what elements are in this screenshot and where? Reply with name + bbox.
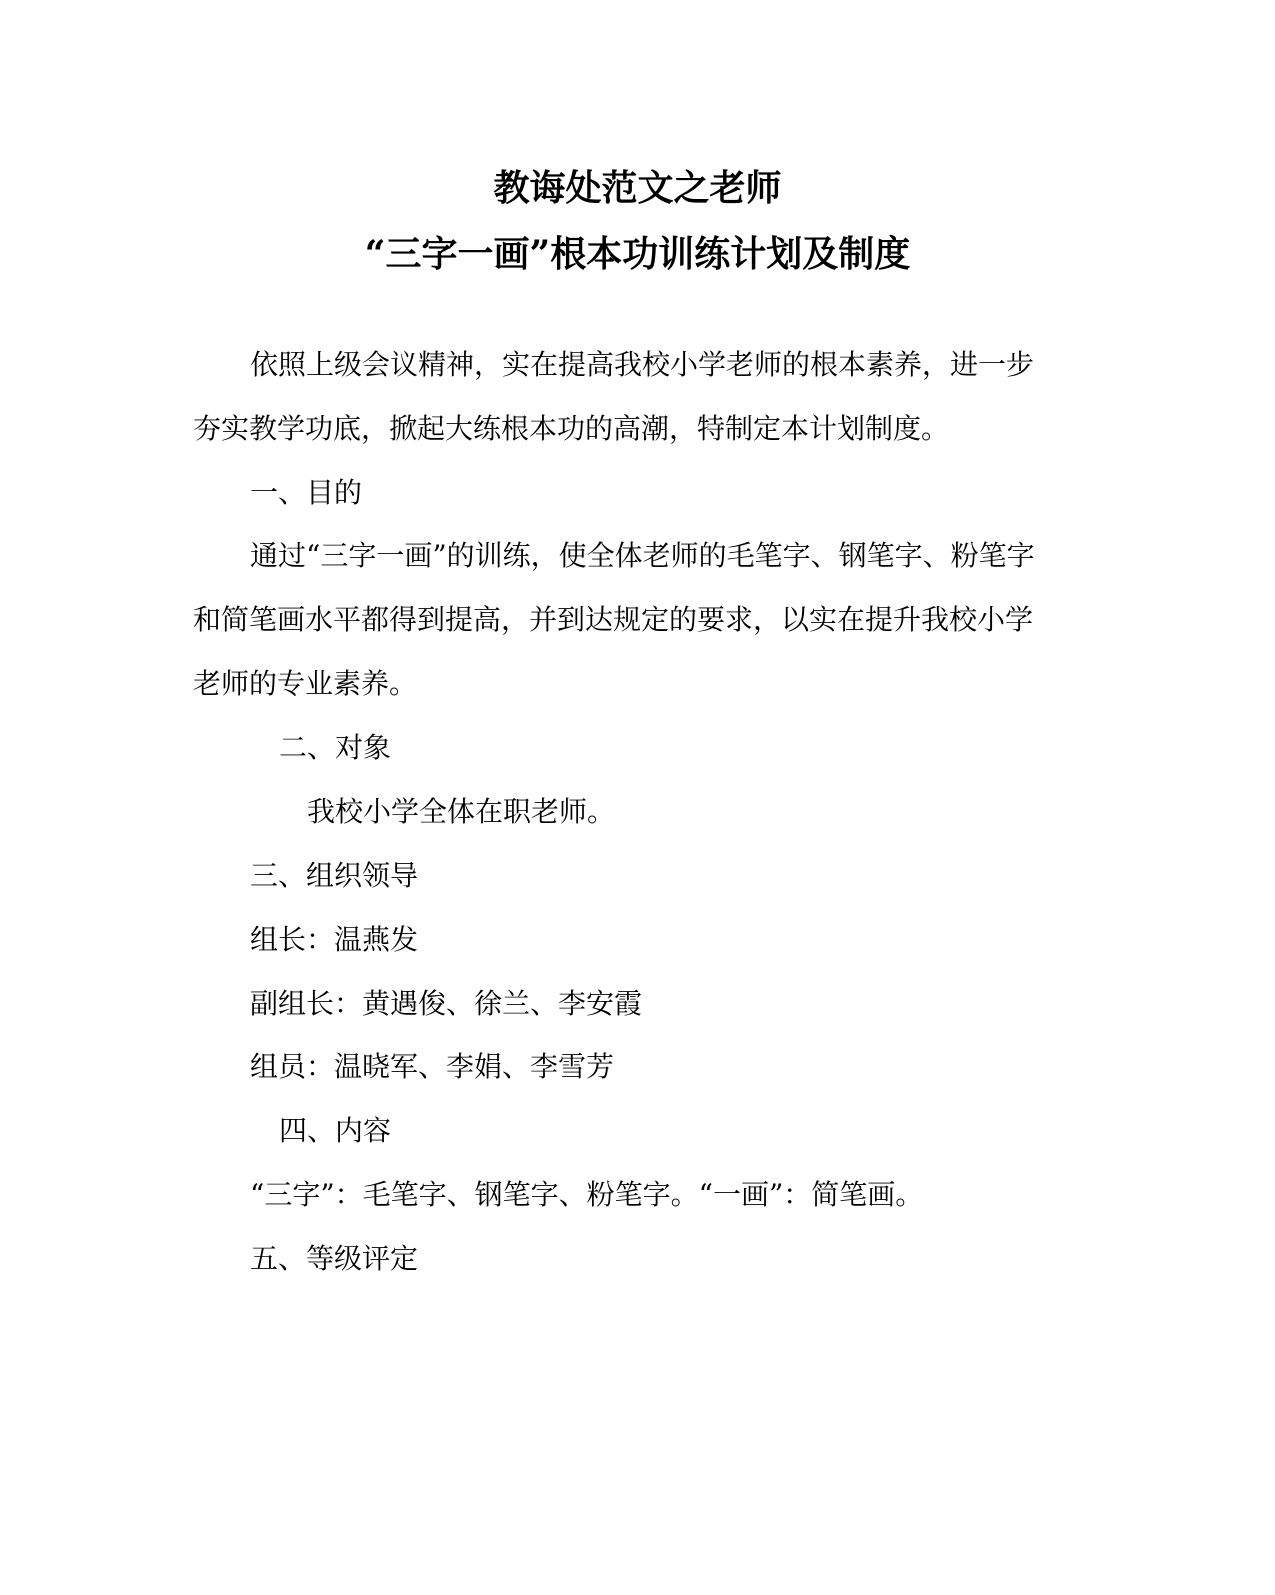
section-heading-grading: 五、等级评定 [250, 1242, 419, 1275]
organization-deputy: 副组长：黄遇俊、徐兰、李安霞 [250, 987, 643, 1020]
intro-paragraph-line1: 依照上级会议精神，实在提高我校小学老师的根本素养，进一步 [250, 348, 1035, 381]
section-heading-target: 二、对象 [279, 731, 392, 764]
purpose-paragraph-line1: 通过“三字一画”的训练，使全体老师的毛笔字、钢笔字、粉笔字 [250, 539, 1035, 572]
document-title-line1: 教诲处范文之老师 [493, 167, 782, 209]
organization-leader: 组长：温燕发 [250, 923, 419, 956]
intro-paragraph-line2: 夯实教学功底，掀起大练根本功的高潮，特制定本计划制度。 [193, 412, 950, 445]
section-heading-organization: 三、组织领导 [250, 859, 419, 892]
organization-members: 组员：温晓军、李娟、李雪芳 [250, 1050, 615, 1083]
target-paragraph: 我校小学全体在职老师。 [307, 795, 616, 828]
content-paragraph: “三字”：毛笔字、钢笔字、粉笔字。“一画”：简笔画。 [250, 1178, 924, 1211]
section-heading-purpose: 一、目的 [250, 476, 363, 509]
section-heading-content: 四、内容 [279, 1114, 392, 1147]
purpose-paragraph-line2: 和简笔画水平都得到提高，并到达规定的要求，以实在提升我校小学 [193, 603, 1034, 636]
purpose-paragraph-line3: 老师的专业素养。 [193, 667, 418, 700]
document-title-line2: “三字一画”根本功训练计划及制度 [364, 233, 911, 275]
